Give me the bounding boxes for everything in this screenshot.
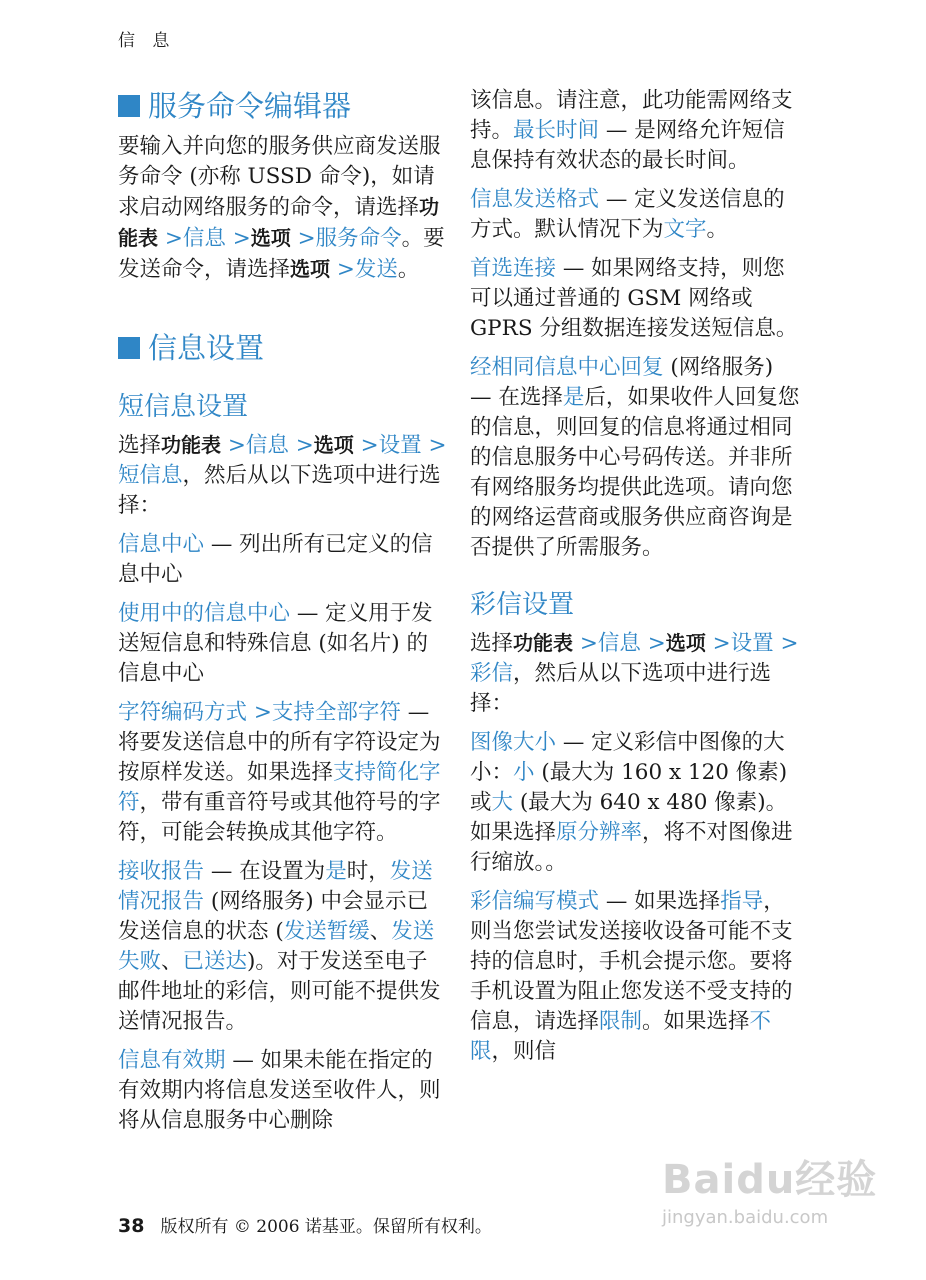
watermark-url: jingyan.baidu.com — [662, 1207, 829, 1228]
section-square-icon — [118, 95, 140, 117]
service-command-paragraph: 要输入并向您的服务供应商发送服务命令 (亦称 USSD 命令)，如请求启动网络服务的命令，请选择功能表 >信息 >选项 >服务命令。要发送命令，请选择选项 >发送。 — [118, 134, 445, 282]
send-format-item: 信息发送格式 — 定义发送信息的方式。默认情况下为文字。 — [470, 187, 785, 242]
subsection-title-mms-settings: 彩信设置 — [470, 590, 575, 620]
copyright-text: 版权所有 © 2006 诺基亚。保留所有权利。 — [160, 1217, 492, 1237]
sms-settings-intro: 选择功能表 >信息 >选项 >设置 >短信息，然后从以下选项中进行选择： — [118, 433, 447, 518]
baidu-jingyan-watermark — [662, 1148, 882, 1248]
message-center-item: 信息中心 — 列出所有已定义的信息中心 — [118, 532, 433, 587]
validity-period-continued: 该信息。请注意，此功能需网络支持。最长时间 — 是网络允许短信息保持有效状态的最长时间。 — [470, 88, 793, 173]
image-size-item: 图像大小 — 定义彩信中图像的大小：小 (最大为 160 x 120 像素) 或大 (最大为 640 x 480 像素)。如果选择原分辨率，将不对图像进行缩放。。 — [470, 730, 793, 875]
mms-settings-intro: 选择功能表 >信息 >选项 >设置 >彩信，然后从以下选项中进行选择： — [470, 631, 799, 716]
reply-via-same-center-item: 经相同信息中心回复 (网络服务) — 在选择是后，如果收件人回复您的信息，则回复的信息将通过相同的信息服务中心号码传送。并非所有网络服务均提供此选项。请向您的网络运营商或服务供应商咨询是否提供了所需服务。 — [470, 355, 800, 560]
subsection-title-sms-settings: 短信息设置 — [118, 392, 249, 422]
message-center-in-use-item: 使用中的信息中心 — 定义用于发送短信息和特殊信息 (如名片) 的信息中心 — [118, 601, 433, 686]
baidu-logo: Baidu经验 — [662, 1157, 878, 1203]
page-number: 38 — [118, 1215, 145, 1237]
preferred-connection-item: 首选连接 — 如果网络支持，则您可以通过普通的 GSM 网络或 GPRS 分组数据连接发送短信息。 — [470, 256, 798, 341]
delivery-report-item: 接收报告 — 在设置为是时，发送情况报告 (网络服务) 中会显示已发送信息的状态 (发送暂缓、发送失败、已送达)。对于发送至电子邮件地址的彩信，则可能不提供发送情况报告。 — [118, 859, 441, 1034]
charset-item: 字符编码方式 >支持全部字符 — 将要发送信息中的所有字符设定为按原样发送。如果选择支持简化字符，带有重音符号或其他符号的字符，可能会转换成其他字符。 — [118, 700, 441, 845]
page-footer — [118, 1212, 492, 1237]
section-square-icon — [118, 337, 140, 359]
running-header: 信 息 — [118, 31, 176, 51]
section-title-message-settings: 信息设置 — [118, 328, 448, 368]
section-title-service-command-editor: 服务命令编辑器 — [118, 86, 448, 126]
left-column — [118, 86, 448, 1145]
right-column — [470, 86, 800, 1076]
validity-period-item: 信息有效期 — 如果未能在指定的有效期内将信息发送至收件人，则将从信息服务中心删除 — [118, 1048, 441, 1133]
mms-creation-mode-item: 彩信编写模式 — 如果选择指导，则当您尝试发送接收设备可能不支持的信息时，手机会提示您。要将手机设置为阻止您发送不受支持的信息，请选择限制。如果选择不限，则信 — [470, 889, 793, 1064]
